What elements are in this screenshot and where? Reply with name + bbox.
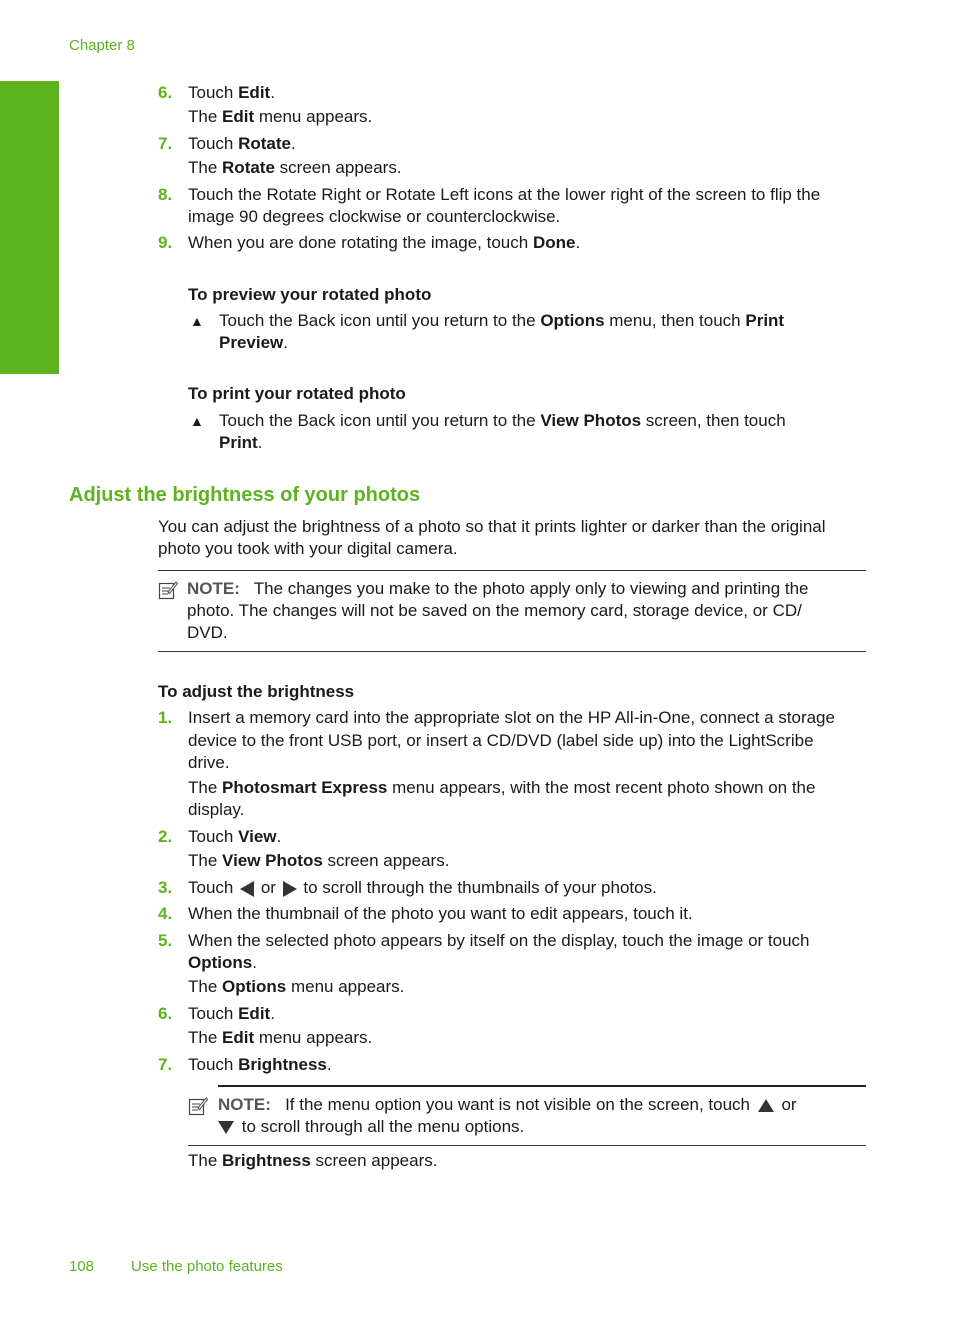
step-text: Touch the Rotate Right or Rotate Left icons at the lower right of the screen to flip the <box>188 185 821 204</box>
step-number: 7. <box>158 134 173 153</box>
chapter-label: Chapter 8 <box>69 37 135 54</box>
bullet-icon: ▲ <box>190 413 204 429</box>
step-result: The Options menu appears. <box>188 977 405 996</box>
note-text: photo. The changes will not be saved on the memory card, storage device, or CD/ <box>187 601 802 620</box>
step-text: Insert a memory card into the appropriate slot on the HP All-in-One, connect a storage <box>188 708 835 727</box>
note-text: to scroll through all the menu options. <box>218 1116 868 1138</box>
note-text: DVD. <box>187 623 228 642</box>
divider <box>188 1145 866 1146</box>
step-text: Touch Brightness. <box>188 1055 332 1074</box>
print-text: Print. <box>219 433 263 452</box>
final-text: The Brightness screen appears. <box>188 1151 438 1170</box>
right-arrow-icon <box>283 881 297 897</box>
preview-text: Touch the Back icon until you return to the Options menu, then touch Print <box>219 311 785 330</box>
step-number: 4. <box>158 904 173 923</box>
step-number: 2. <box>158 827 173 846</box>
step-result: display. <box>188 800 245 819</box>
footer-title: Use the photo features <box>131 1258 283 1275</box>
up-arrow-icon <box>758 1099 774 1112</box>
note-text: NOTE: The changes you make to the photo apply only to viewing and printing the <box>187 579 809 598</box>
step-text: image 90 degrees clockwise or counterclockwise. <box>188 207 561 226</box>
intro-text: photo you took with your digital camera. <box>158 539 458 558</box>
preview-heading: To preview your rotated photo <box>188 285 432 304</box>
intro-text: You can adjust the brightness of a photo so that it prints lighter or darker than the original <box>158 517 826 536</box>
step-number: 1. <box>158 708 173 727</box>
bullet-icon: ▲ <box>190 313 204 329</box>
step-number: 3. <box>158 878 173 897</box>
side-tab-label: Photos <box>21 393 36 441</box>
step-text: drive. <box>188 753 230 772</box>
print-text: Touch the Back icon until you return to the View Photos screen, then touch <box>219 411 786 430</box>
step-number: 6. <box>158 83 173 102</box>
page-number: 108 <box>69 1258 95 1275</box>
side-tab <box>0 81 59 441</box>
left-arrow-icon <box>240 881 254 897</box>
step-result: The Edit menu appears. <box>188 107 373 126</box>
step-text: Touch View. <box>188 827 282 846</box>
step-text: Touch Edit. <box>188 83 275 102</box>
step-number: 5. <box>158 931 173 950</box>
divider <box>158 651 866 652</box>
step-text: When you are done rotating the image, touch Done. <box>188 233 581 252</box>
step-text: Options. <box>188 953 257 972</box>
step-text: When the selected photo appears by itself on the display, touch the image or touch <box>188 931 810 950</box>
preview-text: Preview. <box>219 333 288 352</box>
step-number: 8. <box>158 185 173 204</box>
divider <box>158 570 866 571</box>
step-text: Touch or to scroll through the thumbnails of your photos. <box>188 878 657 897</box>
section-title: Adjust the brightness of your photos <box>69 484 421 506</box>
step-result: The Photosmart Express menu appears, with the most recent photo shown on the <box>188 778 816 797</box>
step-result: The Rotate screen appears. <box>188 158 402 177</box>
adjust-heading: To adjust the brightness <box>158 682 355 701</box>
note-icon <box>188 1096 208 1116</box>
step-result: The View Photos screen appears. <box>188 851 450 870</box>
step-number: 9. <box>158 233 173 252</box>
step-number: 7. <box>158 1055 173 1074</box>
print-heading: To print your rotated photo <box>188 384 406 403</box>
step-text: device to the front USB port, or insert a CD/DVD (label side up) into the LightScribe <box>188 731 814 750</box>
step-result: The Edit menu appears. <box>188 1028 373 1047</box>
divider <box>218 1085 866 1087</box>
down-arrow-icon <box>218 1121 234 1134</box>
note-text: NOTE: If the menu option you want is not visible on the screen, touch or <box>218 1095 797 1114</box>
step-number: 6. <box>158 1004 173 1023</box>
step-text: When the thumbnail of the photo you want to edit appears, touch it. <box>188 904 693 923</box>
step-text: Touch Rotate. <box>188 134 296 153</box>
note-icon <box>158 580 178 600</box>
step-text: Touch Edit. <box>188 1004 275 1023</box>
